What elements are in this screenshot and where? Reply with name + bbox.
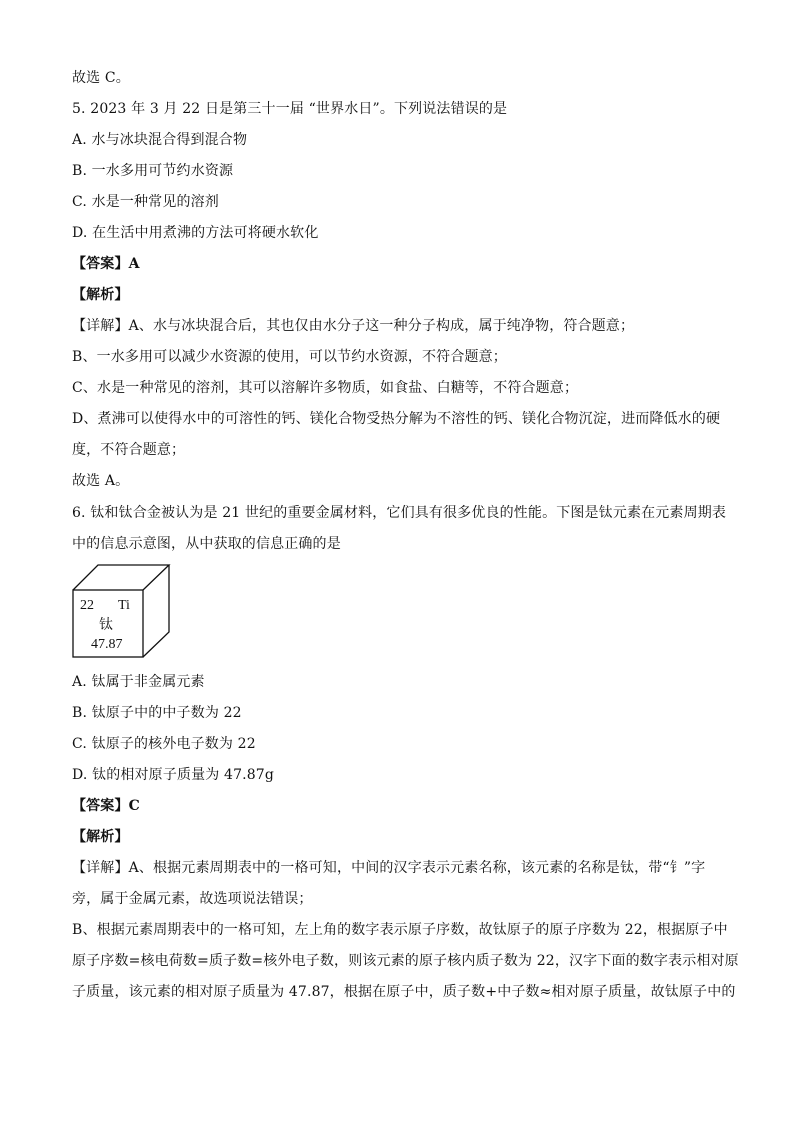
q5-option-b: B. 一水多用可节约水资源	[72, 163, 234, 179]
q6-detail-b-line3: 子质量，该元素的相对原子质量为 47.87，根据在原子中，质子数+中子数≈相对原子质量，故钛原子中的	[72, 984, 736, 1000]
atomic-number: 22	[80, 598, 94, 613]
q5-detail-a: 【详解】A、水与冰块混合后，其也仅由水分子这一种分子构成，属于纯净物，符合题意；	[72, 318, 635, 334]
q6-detail-a-line1: 【详解】A、根据元素周期表中的一格可知，中间的汉字表示元素名称，该元素的名称是钛，带“钅”字	[72, 860, 706, 876]
q6-detail-a-line2: 旁，属于金属元素，故选项说法错误；	[72, 891, 313, 907]
question-6-stem-line2: 中的信息示意图，从中获取的信息正确的是	[72, 536, 341, 552]
question-6-stem-line1: 6. 钛和钛合金被认为是 21 世纪的重要金属材料，它们具有很多优良的性能。下图是钛元素在元素周期表	[72, 505, 727, 521]
q5-detail-b: B、一水多用可以减少水资源的使用，可以节约水资源，不符合题意；	[72, 349, 507, 365]
q6-option-b: B. 钛原子中的中子数为 22	[72, 705, 242, 721]
q6-analysis-heading: 【解析】	[72, 829, 129, 845]
q5-detail-d-line1: D、煮沸可以使得水中的可溶性的钙、镁化合物受热分解为不溶性的钙、镁化合物沉淀，进而降低水的硬	[72, 411, 721, 427]
element-name: 钛	[99, 618, 113, 633]
q5-analysis-heading: 【解析】	[72, 287, 129, 303]
q6-answer: 【答案】C	[72, 798, 140, 814]
question-5-stem: 5. 2023 年 3 月 22 日是第三十一届 “世界水日”。下列说法错误的是	[72, 101, 508, 117]
q6-detail-b-line2: 原子序数=核电荷数=质子数=核外电子数，则该元素的原子核内质子数为 22，汉字下面的数字表示相对原	[72, 953, 739, 969]
q5-option-c: C. 水是一种常见的溶剂	[72, 194, 219, 210]
q5-detail-d-line2: 度，不符合题意；	[72, 442, 186, 458]
q6-option-c: C. 钛原子的核外电子数为 22	[72, 736, 256, 752]
q5-answer: 【答案】A	[72, 256, 140, 272]
q5-option-d: D. 在生活中用煮沸的方法可将硬水软化	[72, 225, 319, 241]
atomic-mass: 47.87	[91, 637, 123, 652]
q5-option-a: A. 水与冰块混合得到混合物	[72, 132, 248, 148]
titanium-element-cell	[72, 563, 172, 659]
answer-line-prev: 故选 C。	[72, 70, 130, 86]
q6-option-a: A. 钛属于非金属元素	[72, 674, 205, 690]
q6-detail-b-line1: B、根据元素周期表中的一格可知，左上角的数字表示原子序数，故钛原子的原子序数为 22，根据原子中	[72, 922, 728, 938]
q5-conclusion: 故选 A。	[72, 473, 130, 489]
q6-option-d: D. 钛的相对原子质量为 47.87g	[72, 767, 274, 783]
q5-detail-c: C、水是一种常见的溶剂，其可以溶解许多物质，如食盐、白糖等，不符合题意；	[72, 380, 579, 396]
element-symbol: Ti	[118, 598, 130, 613]
